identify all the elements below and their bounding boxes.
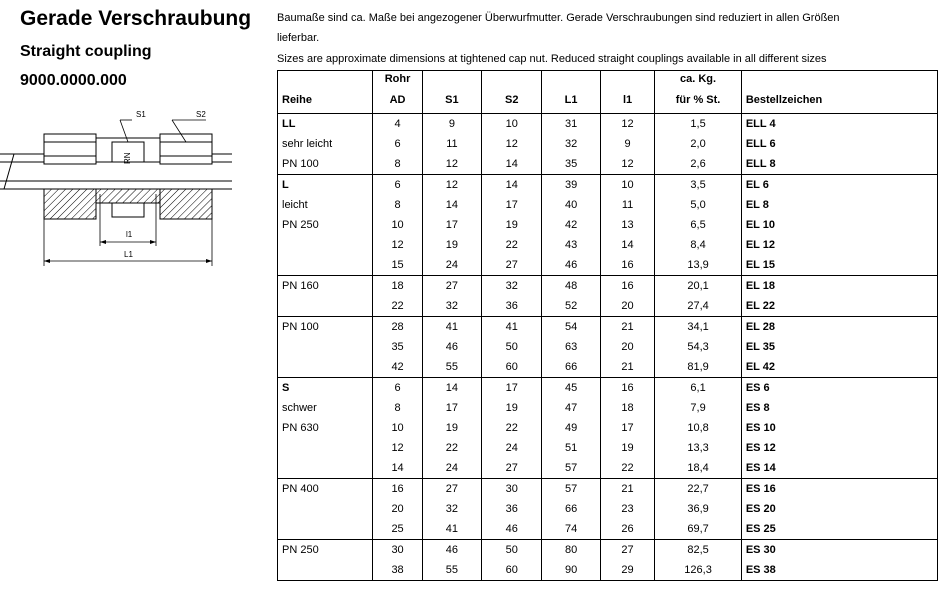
cell-code: ES 16: [741, 479, 937, 500]
cell-reihe: [278, 560, 373, 581]
description-en: Sizes are approximate dimensions at tightened cap nut. Reduced straight couplings available in all different sizes: [277, 53, 827, 65]
cell-code: ES 25: [741, 519, 937, 540]
cell-s2: 17: [482, 378, 542, 399]
cell-kg: 81,9: [655, 357, 742, 378]
cell-s2: 41: [482, 317, 542, 338]
cell-reihe: PN 250: [278, 215, 373, 235]
cell-reihe: [278, 235, 373, 255]
cell-ad: 6: [373, 378, 422, 399]
cell-reihe: PN 400: [278, 479, 373, 500]
cell-reihe: PN 630: [278, 418, 373, 438]
cell-code: EL 42: [741, 357, 937, 378]
cell-s1: 19: [422, 235, 481, 255]
cell-code: ES 38: [741, 560, 937, 581]
cell-s1: 55: [422, 357, 481, 378]
cell-reihe: [278, 357, 373, 378]
cell-s1: 41: [422, 317, 481, 338]
cell-l1: 42: [542, 215, 600, 235]
header-i1: l1: [600, 87, 655, 114]
cell-reihe: [278, 499, 373, 519]
description-de-line-1: Baumaße sind ca. Maße bei angezogener Überwurfmutter. Gerade Verschraubungen sind reduziert in allen Größen: [277, 12, 840, 24]
cell-i1: 16: [600, 378, 655, 399]
cell-s2: 19: [482, 215, 542, 235]
cell-kg: 13,3: [655, 438, 742, 458]
cell-reihe: PN 160: [278, 276, 373, 297]
table-row: [278, 499, 938, 519]
cell-l1: 46: [542, 255, 600, 276]
cell-ad: 4: [373, 114, 422, 135]
cell-i1: 26: [600, 519, 655, 540]
cell-code: EL 18: [741, 276, 937, 297]
table-row: [278, 479, 938, 500]
cell-l1: 31: [542, 114, 600, 135]
cell-i1: 16: [600, 276, 655, 297]
cell-reihe: L: [278, 175, 373, 196]
table-row: [278, 175, 938, 196]
cell-i1: 9: [600, 134, 655, 154]
cell-ad: 28: [373, 317, 422, 338]
cell-code: ES 14: [741, 458, 937, 479]
cell-s1: 41: [422, 519, 481, 540]
table-row: [278, 560, 938, 581]
cell-kg: 18,4: [655, 458, 742, 479]
header-ad: AD: [373, 87, 422, 114]
cell-s1: 17: [422, 398, 481, 418]
cell-i1: 14: [600, 235, 655, 255]
cell-s2: 60: [482, 560, 542, 581]
table-row: [278, 357, 938, 378]
cell-i1: 11: [600, 195, 655, 215]
cell-i1: 27: [600, 540, 655, 561]
cell-s2: 17: [482, 195, 542, 215]
cell-ad: 14: [373, 458, 422, 479]
cell-kg: 36,9: [655, 499, 742, 519]
cell-s1: 27: [422, 276, 481, 297]
cell-ad: 6: [373, 134, 422, 154]
cell-kg: 2,0: [655, 134, 742, 154]
table-row: [278, 317, 938, 338]
cell-s2: 27: [482, 255, 542, 276]
table-row: [278, 215, 938, 235]
cell-kg: 82,5: [655, 540, 742, 561]
table-row: [278, 114, 938, 135]
cell-i1: 16: [600, 255, 655, 276]
cell-ad: 10: [373, 215, 422, 235]
cell-code: EL 22: [741, 296, 937, 317]
cell-reihe: PN 100: [278, 154, 373, 175]
cell-l1: 90: [542, 560, 600, 581]
cell-s1: 14: [422, 378, 481, 399]
cell-l1: 43: [542, 235, 600, 255]
cell-kg: 6,5: [655, 215, 742, 235]
table-row: [278, 195, 938, 215]
cell-reihe: [278, 458, 373, 479]
cell-code: ELL 8: [741, 154, 937, 175]
cell-reihe: [278, 438, 373, 458]
cell-ad: 18: [373, 276, 422, 297]
header-rohr: Rohr: [373, 71, 422, 88]
cell-kg: 34,1: [655, 317, 742, 338]
cell-code: EL 35: [741, 337, 937, 357]
cell-l1: 63: [542, 337, 600, 357]
cell-l1: 45: [542, 378, 600, 399]
cell-l1: 40: [542, 195, 600, 215]
cell-l1: 57: [542, 479, 600, 500]
cell-code: EL 12: [741, 235, 937, 255]
cell-kg: 10,8: [655, 418, 742, 438]
cell-reihe: PN 100: [278, 317, 373, 338]
cell-kg: 54,3: [655, 337, 742, 357]
cell-kg: 126,3: [655, 560, 742, 581]
cell-kg: 3,5: [655, 175, 742, 196]
cell-ad: 16: [373, 479, 422, 500]
cell-l1: 51: [542, 438, 600, 458]
cell-s1: 19: [422, 418, 481, 438]
cell-s2: 19: [482, 398, 542, 418]
cell-l1: 52: [542, 296, 600, 317]
cell-s1: 46: [422, 337, 481, 357]
table-row: [278, 458, 938, 479]
cell-i1: 19: [600, 438, 655, 458]
cell-code: EL 10: [741, 215, 937, 235]
cell-kg: 6,1: [655, 378, 742, 399]
cell-ad: 12: [373, 235, 422, 255]
table-row: [278, 255, 938, 276]
cell-l1: 39: [542, 175, 600, 196]
cell-s1: 27: [422, 479, 481, 500]
cell-l1: 66: [542, 499, 600, 519]
cell-i1: 17: [600, 418, 655, 438]
cell-ad: 35: [373, 337, 422, 357]
table-row: [278, 134, 938, 154]
cell-s1: 32: [422, 499, 481, 519]
cell-reihe: leicht: [278, 195, 373, 215]
header-kg: für % St.: [655, 87, 742, 114]
cell-reihe: schwer: [278, 398, 373, 418]
label-body: RN: [123, 152, 132, 164]
cell-reihe: PN 250: [278, 540, 373, 561]
cell-ad: 38: [373, 560, 422, 581]
cell-ad: 42: [373, 357, 422, 378]
cell-code: EL 28: [741, 317, 937, 338]
cell-code: ES 30: [741, 540, 937, 561]
cell-ad: 8: [373, 195, 422, 215]
cell-code: EL 8: [741, 195, 937, 215]
cell-ad: 25: [373, 519, 422, 540]
cell-s1: 32: [422, 296, 481, 317]
cell-l1: 35: [542, 154, 600, 175]
cell-i1: 12: [600, 114, 655, 135]
cell-s2: 30: [482, 479, 542, 500]
cell-s2: 32: [482, 276, 542, 297]
cell-s2: 27: [482, 458, 542, 479]
cell-kg: 20,1: [655, 276, 742, 297]
cell-code: ELL 4: [741, 114, 937, 135]
cell-i1: 22: [600, 458, 655, 479]
cell-s1: 17: [422, 215, 481, 235]
cell-s2: 22: [482, 418, 542, 438]
cell-reihe: sehr leicht: [278, 134, 373, 154]
cell-s2: 24: [482, 438, 542, 458]
cell-s2: 46: [482, 519, 542, 540]
cell-kg: 7,9: [655, 398, 742, 418]
table-row: [278, 438, 938, 458]
cell-reihe: S: [278, 378, 373, 399]
cell-l1: 32: [542, 134, 600, 154]
cell-ad: 20: [373, 499, 422, 519]
description-de-line-2: lieferbar.: [277, 32, 320, 44]
cell-code: EL 6: [741, 175, 937, 196]
cell-s1: 24: [422, 255, 481, 276]
table-row: [278, 398, 938, 418]
cell-i1: 21: [600, 479, 655, 500]
label-l1-small: l1: [126, 230, 133, 239]
cell-ad: 8: [373, 154, 422, 175]
spec-table: [277, 70, 938, 581]
cell-reihe: [278, 337, 373, 357]
cell-s2: 36: [482, 296, 542, 317]
cell-code: ES 6: [741, 378, 937, 399]
cell-l1: 66: [542, 357, 600, 378]
cell-l1: 74: [542, 519, 600, 540]
cell-reihe: LL: [278, 114, 373, 135]
cell-s2: 12: [482, 134, 542, 154]
cell-kg: 5,0: [655, 195, 742, 215]
cell-s1: 22: [422, 438, 481, 458]
cell-i1: 10: [600, 175, 655, 196]
cell-kg: 22,7: [655, 479, 742, 500]
cell-l1: 49: [542, 418, 600, 438]
header-kg-top: ca. Kg.: [655, 71, 742, 88]
cell-s2: 22: [482, 235, 542, 255]
cell-kg: 1,5: [655, 114, 742, 135]
cell-i1: 21: [600, 317, 655, 338]
label-l1: L1: [124, 250, 133, 259]
table-row: [278, 378, 938, 399]
cell-s1: 12: [422, 175, 481, 196]
table-row: [278, 418, 938, 438]
cell-s2: 14: [482, 175, 542, 196]
cell-s2: 36: [482, 499, 542, 519]
cell-ad: 8: [373, 398, 422, 418]
coupling-drawing: [0, 106, 232, 270]
cell-ad: 22: [373, 296, 422, 317]
cell-s1: 14: [422, 195, 481, 215]
cell-kg: 69,7: [655, 519, 742, 540]
cell-i1: 12: [600, 154, 655, 175]
table-row: [278, 337, 938, 357]
cell-code: EL 15: [741, 255, 937, 276]
cell-ad: 15: [373, 255, 422, 276]
cell-reihe: [278, 255, 373, 276]
cell-code: ES 12: [741, 438, 937, 458]
cell-i1: 13: [600, 215, 655, 235]
cell-code: ES 10: [741, 418, 937, 438]
header-s2: S2: [482, 87, 542, 114]
cell-reihe: [278, 296, 373, 317]
cell-kg: 13,9: [655, 255, 742, 276]
cell-i1: 23: [600, 499, 655, 519]
cell-s2: 50: [482, 337, 542, 357]
page-title: Gerade Verschraubung: [20, 7, 252, 30]
cell-i1: 20: [600, 337, 655, 357]
part-number: 9000.0000.000: [20, 72, 127, 89]
header-s1: S1: [422, 87, 481, 114]
cell-l1: 80: [542, 540, 600, 561]
cell-kg: 2,6: [655, 154, 742, 175]
cell-code: ES 8: [741, 398, 937, 418]
cell-ad: 6: [373, 175, 422, 196]
cell-s1: 55: [422, 560, 481, 581]
header-reihe: Reihe: [278, 87, 373, 114]
cell-l1: 47: [542, 398, 600, 418]
cell-i1: 20: [600, 296, 655, 317]
cell-l1: 48: [542, 276, 600, 297]
cell-i1: 21: [600, 357, 655, 378]
header-bestellzeichen: Bestellzeichen: [741, 87, 937, 114]
cell-i1: 18: [600, 398, 655, 418]
cell-code: ELL 6: [741, 134, 937, 154]
cell-kg: 8,4: [655, 235, 742, 255]
cell-kg: 27,4: [655, 296, 742, 317]
label-s2: S2: [196, 110, 206, 119]
cell-s2: 50: [482, 540, 542, 561]
cell-ad: 12: [373, 438, 422, 458]
table-row: [278, 235, 938, 255]
cell-l1: 54: [542, 317, 600, 338]
cell-s2: 14: [482, 154, 542, 175]
cell-s1: 9: [422, 114, 481, 135]
cell-code: ES 20: [741, 499, 937, 519]
cell-i1: 29: [600, 560, 655, 581]
table-row: [278, 276, 938, 297]
label-s1: S1: [136, 110, 146, 119]
table-row: [278, 519, 938, 540]
cell-s1: 46: [422, 540, 481, 561]
cell-s2: 10: [482, 114, 542, 135]
cell-s2: 60: [482, 357, 542, 378]
table-row: [278, 154, 938, 175]
cell-s1: 11: [422, 134, 481, 154]
page-subtitle: Straight coupling: [20, 43, 152, 60]
cell-reihe: [278, 519, 373, 540]
table-row: [278, 540, 938, 561]
header-l1: L1: [542, 87, 600, 114]
cell-s1: 24: [422, 458, 481, 479]
cell-s1: 12: [422, 154, 481, 175]
table-row: [278, 296, 938, 317]
cell-l1: 57: [542, 458, 600, 479]
cell-ad: 30: [373, 540, 422, 561]
cell-ad: 10: [373, 418, 422, 438]
